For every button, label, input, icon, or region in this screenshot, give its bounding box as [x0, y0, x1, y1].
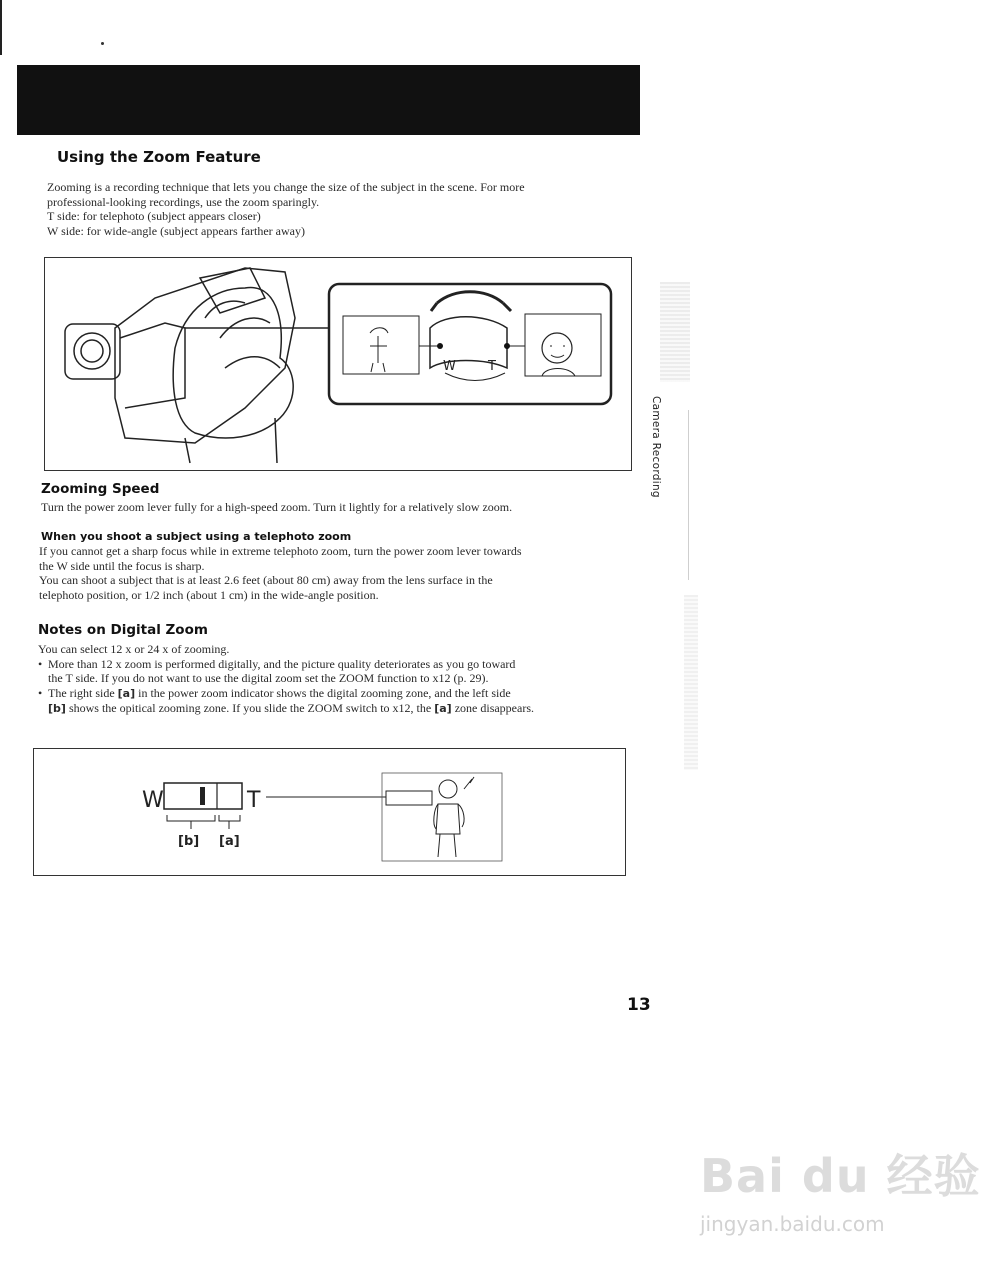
zoom-indicator-figure: [33, 748, 626, 876]
digital-zone-label: [a]: [219, 834, 240, 849]
scan-artifact: [660, 282, 690, 382]
telephoto-heading: When you shoot a subject using a telephoto zoom: [41, 530, 352, 543]
indicator-w-label: W: [142, 788, 164, 813]
side-tab-label: Camera Recording: [650, 396, 662, 498]
zooming-speed-text: Turn the power zoom lever fully for a high-speed zoom. Turn it lightly for a relatively slow zoom.: [41, 500, 513, 514]
digital-zoom-heading: Notes on Digital Zoom: [38, 622, 208, 638]
intro-text: [47, 180, 637, 238]
page-edge-mark: [0, 0, 2, 55]
zoom-lever-figure: [44, 257, 632, 471]
watermark-logo: Bai du 经验: [700, 1149, 981, 1203]
zoom-indicator-illustration: [34, 749, 627, 877]
telephoto-text: [39, 544, 634, 602]
optical-zone-label: [b]: [178, 834, 200, 849]
camcorder-illustration: [45, 258, 633, 472]
chapter-header-bar: [17, 65, 640, 135]
page-number: 13: [627, 995, 651, 1015]
zoom-t-label: T: [488, 359, 496, 374]
section-title: Using the Zoom Feature: [57, 148, 261, 166]
telephoto-line: the W side until the focus is sharp.: [39, 558, 205, 573]
intro-line: W side: for wide-angle (subject appears farther away): [47, 223, 305, 238]
telephoto-line: telephoto position, or 1/2 inch (about 1 cm) in the wide-angle position.: [39, 587, 379, 602]
telephoto-line: If you cannot get a sharp focus while in extreme telephoto zoom, turn the power zoom lever towards: [39, 544, 522, 558]
side-tab: [640, 396, 674, 506]
intro-line: professional-looking recordings, use the zoom sparingly.: [47, 194, 320, 209]
digital-zoom-line: You can select 12 x or 24 x of zooming.: [38, 642, 230, 656]
intro-line: T side: for telephoto (subject appears closer): [47, 209, 261, 223]
scan-artifact: [684, 595, 698, 770]
digital-zoom-bullet: • The right side [a] in the power zoom indicator shows the digital zooming zone, and the left side [b] shows the opitical zooming zone. If you slide the ZOOM switch to x12, the [a] zone disappears.: [38, 686, 633, 717]
telephoto-line: You can shoot a subject that is at least 2.6 feet (about 80 cm) away from the lens surface in the: [39, 573, 493, 587]
watermark-url: jingyan.baidu.com: [700, 1212, 885, 1236]
zoom-w-label: W: [443, 359, 456, 374]
digital-zoom-bullet: • More than 12 x zoom is performed digitally, and the picture quality deteriorates as you go toward the T side. If you do not want to use the digital zoom set the ZOOM function to x12 (p. 29).: [38, 657, 633, 686]
scan-artifact: [688, 410, 689, 580]
digital-zoom-text: [38, 642, 633, 717]
speck: [101, 42, 104, 45]
indicator-t-label: T: [247, 788, 261, 813]
zooming-speed-heading: Zooming Speed: [41, 481, 160, 497]
intro-line: Zooming is a recording technique that lets you change the size of the subject in the scene. For more: [47, 180, 525, 194]
